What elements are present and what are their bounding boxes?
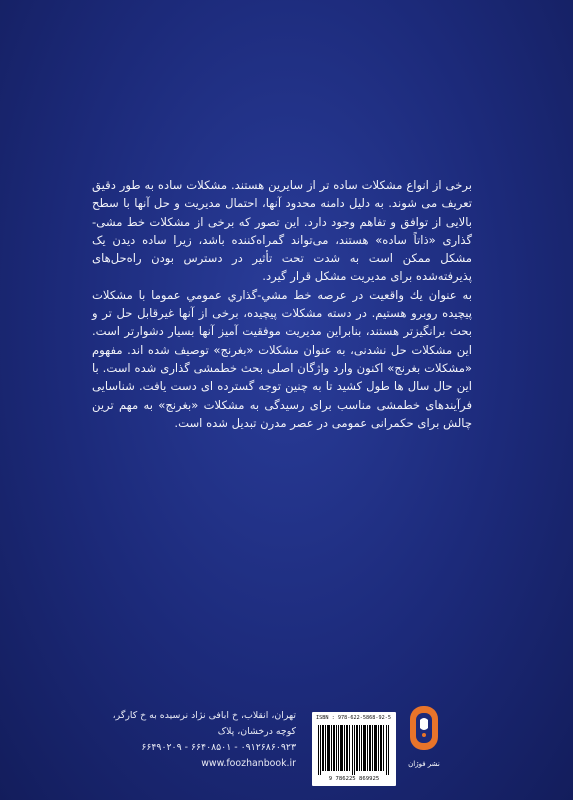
barcode-icon (318, 725, 390, 775)
phone-numbers: ۰۹۱۲۶۸۶۰۹۲۳ - ۶۶۴۰۸۵۰۱ - ۶۶۴۹۰۲۰۹ (141, 742, 296, 753)
blurb-paragraph-1: برخی از انواع مشکلات ساده تر از سایرین هستند. مشکلات ساده به طور دقیق تعریف می شوند. به دلیل دامنه محدود آنها، احتمال مدیریت و حل آنها با سطح بالایی از توافق و تفاهم وجود دارد. این تصور که برخی از مشکلات خط مشی-گذاری «ذاتاً ساده» هستند، می‌تواند گمراه‌کننده باشد، زیرا ساده دیدن یک مشکل ممکن است به شدت تحت تأثیر در دسترس بودن راه‌حل‌های پذیرفته‌شده برای مدیریت مشکل قرار گیرد. (92, 178, 472, 284)
address-line-1: تهران، انقلاب، خ ابافی نژاد نرسیده به خ کارگر، (112, 710, 296, 721)
blurb-paragraph-2: به عنوان یك واقعیت در عرصه خط مشي-گذاري عمومي عموما با مشکلات پیچیده روبرو هستیم. در دسته مشکلات پیچیده، برخی از آنها غیرقابل حل تر و بحث برانگیزتر هستند، بنابراین مدیریت موفقیت آمیز آنها بسیار دشوارتر است. این مشکلات حل نشدنی، به عنوان مشکلات «بغرنج» توصیف شده اند. مفهوم «مشکلات بغرنج» اکنون وارد واژگان اصلی بحث خطمشی گذاری شده است. با این حال سال ها طول کشید تا به چنین توجه گسترده ای دست یافت. شناسایی فرآیندهای خطمشی مناسب برای رسیدگی به مشکلات «بغرنج» به مهم ترین چالش برای حکمرانی عمومی در عصر مدرن تبدیل شده است. (92, 287, 472, 430)
barcode-digits: 9 786225 869925 (328, 776, 380, 782)
isbn-number: ISBN : 978-622-5868-92-5 (316, 715, 391, 721)
publisher-logo-icon (407, 704, 441, 754)
publisher-contact (106, 708, 296, 772)
address-line-2: کوچه درخشان، پلاک (217, 726, 296, 737)
isbn-barcode (312, 712, 396, 786)
website-link[interactable]: www.foozhanbook.ir (201, 758, 296, 769)
blurb-text (92, 176, 472, 432)
publisher-name: نشر فوژان (408, 760, 440, 768)
